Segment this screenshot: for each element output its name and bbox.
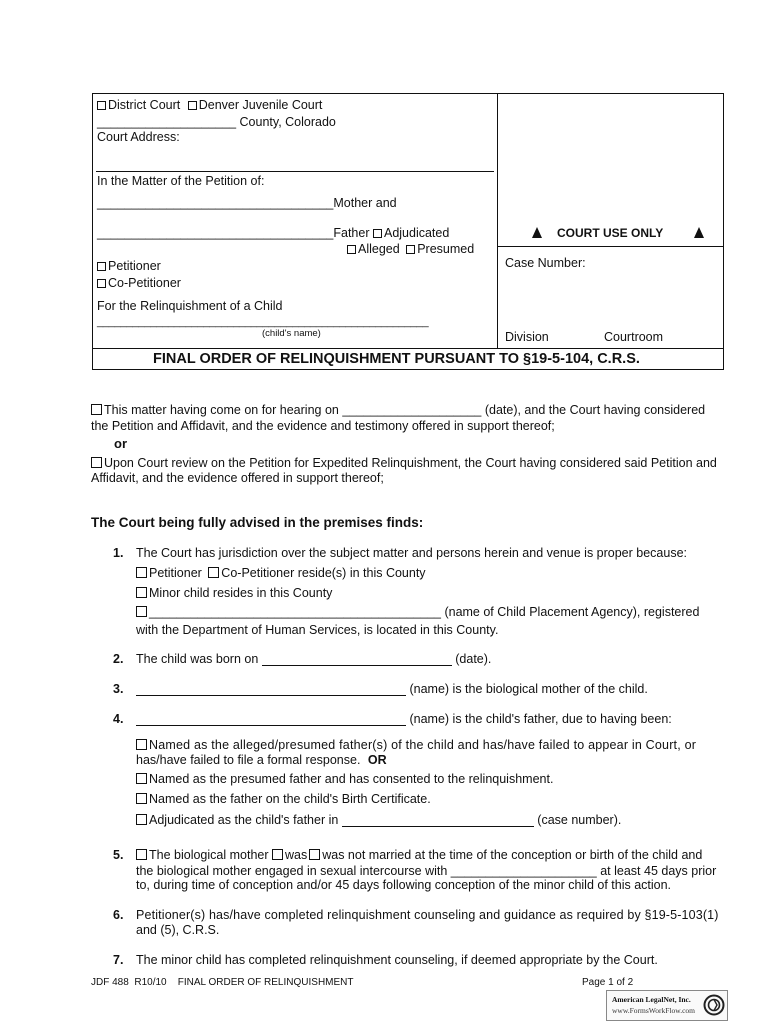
item-4-row: (name) is the child's father, due to having been: [136, 712, 672, 726]
caption-top-border [92, 93, 723, 94]
court-address-label: Court Address: [97, 130, 180, 144]
caption-left-border [92, 93, 93, 369]
item-4-adjudicated-checkbox[interactable] [136, 814, 147, 825]
item-5-a: The biological mother was was not married at the time of the conception or birth of the child and [136, 848, 702, 862]
petitioner-row [97, 259, 161, 273]
petitioner-label: Petitioner [108, 259, 161, 273]
matter-label: In the Matter of the Petition of: [97, 174, 265, 188]
case-number-label: Case Number: [505, 256, 586, 270]
intro-option1-b: the Petition and Affidavit, and the evidence and testimony offered in support thereof; [91, 419, 555, 433]
item-2-number: 2. [113, 652, 124, 666]
district-court-label: District Court [108, 98, 181, 112]
intro-option2-b: Affidavit, and the evidence offered in support thereof; [91, 471, 384, 485]
item-4-birth-cert-checkbox[interactable] [136, 793, 147, 804]
court-use-only-label: COURT USE ONLY [557, 226, 664, 240]
court-type-row [97, 98, 322, 112]
presumed-checkbox[interactable] [406, 245, 415, 254]
courtroom-label: Courtroom [604, 330, 664, 344]
adjudicated-checkbox[interactable] [373, 229, 382, 238]
alleged-presumed-row [347, 242, 474, 256]
form-name: FINAL ORDER OF RELINQUISHMENT [177, 977, 354, 988]
father-line[interactable]: __________________________________Father [97, 226, 370, 240]
item-1-minor-checkbox[interactable] [136, 587, 147, 598]
mother-line[interactable]: __________________________________Mother and [97, 196, 397, 210]
district-court-checkbox[interactable] [97, 101, 106, 110]
division-label: Division [505, 330, 549, 344]
item-4-presumed-checkbox[interactable] [136, 773, 147, 784]
father-name-field[interactable] [136, 713, 406, 726]
up-triangle-icon [694, 227, 704, 238]
item-5-number: 5. [113, 848, 124, 862]
item-2-row: The child was born on (date). [136, 652, 492, 666]
item-4-d: Adjudicated as the child's father in (case number). [136, 813, 621, 827]
caption-bottom-rule [92, 348, 723, 349]
intro-option2-a: Upon Court review on the Petition for Expedited Relinquishment, the Court having considered said Petition and [91, 456, 717, 470]
item-4-b: Named as the presumed father and has consented to the relinquishment. [136, 772, 553, 786]
item-4-a1: Named as the alleged/presumed father(s) of the child and has/have failed to appear in Court, or [136, 738, 696, 752]
alleged-checkbox[interactable] [347, 245, 356, 254]
item-1-agency-b: with the Department of Human Services, is located in this County. [136, 623, 499, 637]
up-triangle-icon [532, 227, 542, 238]
adjudicated-label: Adjudicated [383, 226, 450, 240]
item-5-was-checkbox[interactable] [272, 849, 283, 860]
form-id: JDF 488 [91, 977, 129, 988]
item-3-row: (name) is the biological mother of the child. [136, 682, 648, 696]
court-use-only-right [694, 227, 704, 241]
court-use-rule [497, 246, 723, 247]
publisher-badge[interactable] [606, 990, 728, 1021]
item-4-or: OR [367, 753, 387, 767]
item-1-number: 1. [113, 546, 124, 560]
petitioner-checkbox[interactable] [97, 262, 106, 271]
intro-option1-a: This matter having come on for hearing on ____________________ (date), and the Court having considered [91, 403, 705, 417]
county-line[interactable]: ____________________ County, Colorado [97, 115, 336, 129]
childs-name-label: (child's name) [262, 328, 321, 339]
father-row [97, 226, 449, 240]
publisher-logo-icon [703, 994, 725, 1016]
item-7-text: The minor child has completed relinquishment counseling, if deemed appropriate by the Court. [136, 953, 658, 967]
item-1-copetitioner-checkbox[interactable] [208, 567, 219, 578]
form-revision: R10/10 [134, 977, 167, 988]
co-petitioner-row [97, 276, 181, 290]
hearing-checkbox[interactable] [91, 404, 102, 415]
item-5-b: the biological mother engaged in sexual intercourse with _____________________ at least 45 days prior [136, 864, 717, 878]
item-5-c: to, during time of conception and/or 45 days following conception of the minor child of this action. [136, 878, 672, 892]
footer-left [91, 977, 354, 988]
caption-divider [497, 93, 498, 348]
item-1-minor-row: Minor child resides in this County [136, 586, 332, 600]
caption-matter-rule [96, 171, 494, 172]
childs-name-line[interactable]: ________________________________________________________ [97, 316, 429, 328]
item-5-mother-checkbox[interactable] [136, 849, 147, 860]
publisher-name: American LegalNet, Inc. [612, 995, 691, 1004]
case-number-field[interactable] [342, 814, 534, 827]
relinquishment-of-label: For the Relinquishment of a Child [97, 299, 283, 313]
co-petitioner-checkbox[interactable] [97, 279, 106, 288]
item-7-number: 7. [113, 953, 124, 967]
item-4-number: 4. [113, 712, 124, 726]
intro-or: or [114, 436, 127, 451]
publisher-url[interactable]: www.FormsWorkFlow.com [612, 1006, 696, 1015]
birth-date-field[interactable] [262, 653, 452, 666]
item-4-alleged-checkbox[interactable] [136, 739, 147, 750]
findings-heading: The Court being fully advised in the premises finds: [91, 515, 424, 530]
item-1-agency-row: __________________________________________ (name of Child Placement Agency), registered [136, 605, 699, 619]
caption-right-border [723, 93, 724, 369]
alleged-label: Alleged [358, 242, 400, 256]
item-1-petitioner-checkbox[interactable] [136, 567, 147, 578]
item-6-a: Petitioner(s) has/have completed relinquishment counseling and guidance as required by §19-5-103(1) [136, 908, 719, 922]
item-3-number: 3. [113, 682, 124, 696]
item-4-a2: has/have failed to file a formal response. OR [136, 753, 387, 767]
title-bottom-rule [92, 369, 724, 370]
item-5-wasnot-checkbox[interactable] [309, 849, 320, 860]
court-use-only-row [532, 227, 542, 241]
item-6-number: 6. [113, 908, 124, 922]
denver-juvenile-label: Denver Juvenile Court [198, 98, 323, 112]
item-6-b: and (5), C.R.S. [136, 923, 220, 937]
page-number: Page 1 of 2 [582, 977, 634, 988]
co-petitioner-label: Co-Petitioner [108, 276, 181, 290]
item-1-text: The Court has jurisdiction over the subject matter and persons herein and venue is proper because: [136, 546, 688, 560]
page-title: FINAL ORDER OF RELINQUISHMENT PURSUANT TO §19-5-104, C.R.S. [153, 351, 640, 367]
mother-name-field[interactable] [136, 683, 406, 696]
denver-juvenile-checkbox[interactable] [188, 101, 197, 110]
item-1-agency-checkbox[interactable] [136, 606, 147, 617]
expedited-checkbox[interactable] [91, 457, 102, 468]
item-1-residence-row: Petitioner Co-Petitioner reside(s) in this County [136, 566, 426, 580]
item-4-c: Named as the father on the child's Birth Certificate. [136, 792, 431, 806]
presumed-label: Presumed [417, 242, 475, 256]
